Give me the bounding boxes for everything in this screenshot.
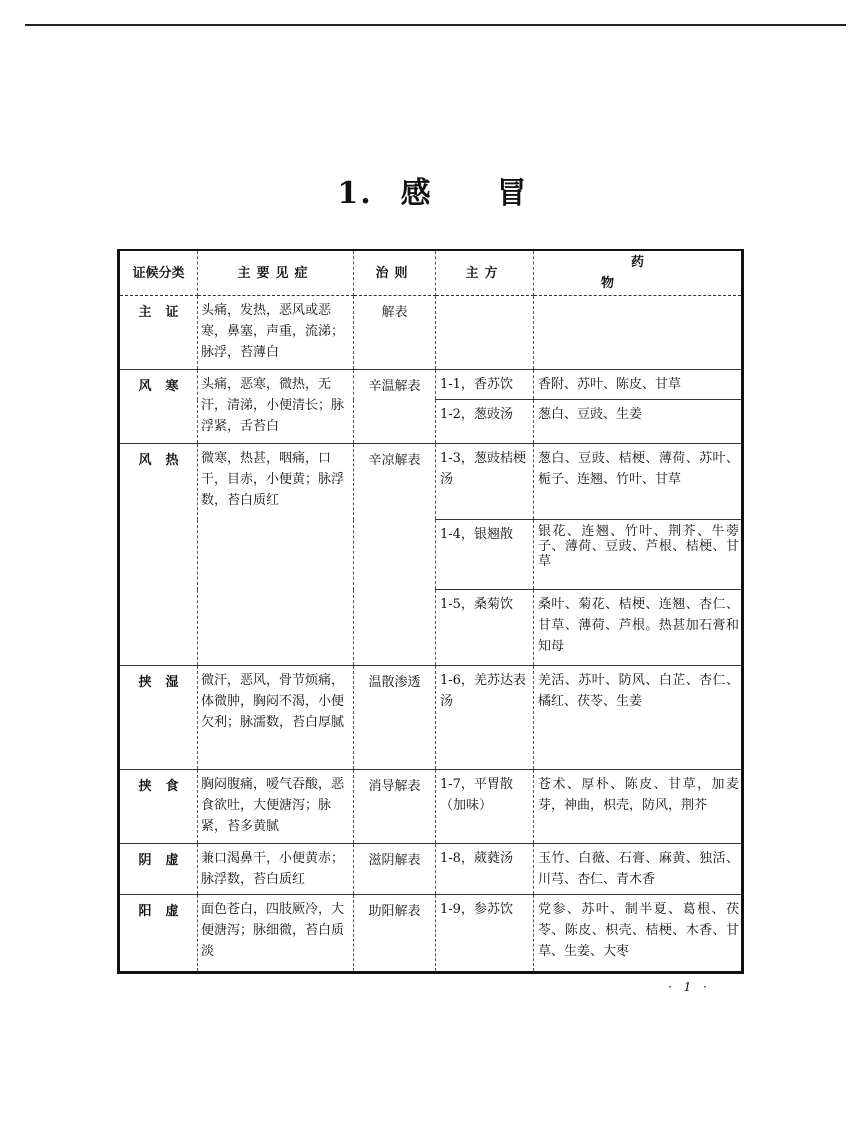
table-row	[119, 666, 743, 770]
category-cell: 阴虚	[119, 844, 198, 895]
table-row	[119, 770, 743, 844]
formula-name: 银翘散	[473, 527, 513, 542]
herbs-cell: 桑叶、菊花、桔梗、连翘、杏仁、甘草、薄荷、芦根。热甚加石膏和知母	[534, 590, 743, 666]
principle-cell: 助阳解表	[354, 895, 436, 973]
formula-cell	[436, 590, 534, 666]
title-number: 1.	[337, 176, 373, 211]
symptoms-cell: 头痛，恶寒，微热，无汗，清涕，小便清长；脉浮紧，舌苔白	[198, 370, 354, 444]
category-cell: 挟食	[119, 770, 198, 844]
formula-id: 1-6，	[440, 673, 474, 688]
formula-cell	[436, 520, 534, 590]
formula-cell	[436, 770, 534, 844]
symptoms-cell: 头痛，发热，恶风或恶寒，鼻塞，声重，流涕；脉浮，苔薄白	[198, 296, 354, 370]
syndrome-table	[117, 249, 744, 974]
formula-name: 葱豉汤	[473, 407, 513, 422]
formula-id: 1-3，	[440, 451, 474, 466]
formula-name: 桑菊饮	[473, 597, 513, 612]
formula-cell	[436, 400, 534, 444]
page-number: · 1 ·	[668, 980, 711, 994]
principle-cell: 滋阴解表	[354, 844, 436, 895]
header-category: 证候分类	[119, 250, 198, 296]
category-cell: 主证	[119, 296, 198, 370]
formula-id: 1-1，	[440, 377, 474, 392]
herbs-cell: 羌活、苏叶、防风、白芷、杏仁、橘红、茯苓、生姜	[534, 666, 743, 770]
herbs-cell: 葱白、豆豉、生姜	[534, 400, 743, 444]
herbs-cell: 葱白、豆豉、桔梗、薄荷、苏叶、栀子、连翘、竹叶、甘草	[534, 444, 743, 520]
category-cell: 风热	[119, 444, 198, 666]
header-principle: 治则	[354, 250, 436, 296]
formula-cell	[436, 370, 534, 400]
formula-cell	[436, 895, 534, 973]
herbs-cell: 苍术、厚朴、陈皮、甘草，加麦芽，神曲，枳壳，防风，荆芥	[534, 770, 743, 844]
formula-id: 1-5，	[440, 597, 474, 612]
formula-name: 羌苏达表汤	[440, 673, 526, 709]
herbs-cell	[534, 296, 743, 370]
principle-cell: 消导解表	[354, 770, 436, 844]
category-cell: 阳虚	[119, 895, 198, 973]
formula-name: 香苏饮	[473, 377, 513, 392]
symptoms-cell: 微汗，恶风，骨节烦痛，体微肿，胸闷不渴，小便欠利；脉濡数，苔白厚腻	[198, 666, 354, 770]
table-row	[119, 444, 743, 520]
symptoms-cell: 面色苍白，四肢厥冷，大便溏泻；脉细微，苔白质淡	[198, 895, 354, 973]
herbs-cell: 玉竹、白薇、石膏、麻黄、独活、川芎、杏仁、青木香	[534, 844, 743, 895]
category-cell: 风寒	[119, 370, 198, 444]
category-cell: 挟湿	[119, 666, 198, 770]
formula-name: 葱豉桔梗汤	[440, 451, 526, 487]
table-row	[119, 844, 743, 895]
formula-name: 葳蕤汤	[473, 851, 513, 866]
herbs-cell: 香附、苏叶、陈皮、甘草	[534, 370, 743, 400]
herbs-cell: 党参、苏叶、制半夏、葛根、茯苓、陈皮、枳壳、桔梗、木香、甘草、生姜、大枣	[534, 895, 743, 973]
formula-id: 1-7，	[440, 777, 474, 792]
principle-cell: 辛凉解表	[354, 444, 436, 666]
table-row	[119, 296, 743, 370]
formula-name: 参苏饮	[473, 902, 513, 917]
formula-id: 1-2，	[440, 407, 474, 422]
table-header-row	[119, 250, 743, 296]
principle-cell: 解表	[354, 296, 436, 370]
page-top-rule	[25, 24, 846, 26]
header-herbs: 药物	[534, 250, 743, 296]
herbs-cell: 银花、连翘、竹叶、荆芥、牛蒡子、薄荷、豆豉、芦根、桔梗、甘草	[534, 520, 743, 590]
formula-id: 1-9，	[440, 902, 474, 917]
formula-id: 1-4，	[440, 527, 474, 542]
page-title	[0, 168, 866, 212]
symptoms-cell: 胸闷腹痛，嗳气吞酸，恶食欲吐，大便溏泻；脉紧，苔多黄腻	[198, 770, 354, 844]
formula-cell	[436, 844, 534, 895]
principle-cell: 温散渗透	[354, 666, 436, 770]
formula-id: 1-8，	[440, 851, 474, 866]
title-char-2: 冒	[496, 176, 529, 211]
header-formula: 主方	[436, 250, 534, 296]
title-char-1: 感	[400, 176, 433, 211]
formula-name: 平胃散（加味）	[440, 777, 513, 813]
principle-cell: 辛温解表	[354, 370, 436, 444]
table-row	[119, 370, 743, 400]
symptoms-cell: 兼口渴鼻干，小便黄赤；脉浮数，苔白质红	[198, 844, 354, 895]
formula-cell	[436, 296, 534, 370]
header-symptoms: 主要见症	[198, 250, 354, 296]
symptoms-cell: 微寒，热甚，咽痛，口干，目赤，小便黄；脉浮数，苔白质红	[198, 444, 354, 666]
formula-cell	[436, 444, 534, 520]
formula-cell	[436, 666, 534, 770]
table-row	[119, 895, 743, 973]
